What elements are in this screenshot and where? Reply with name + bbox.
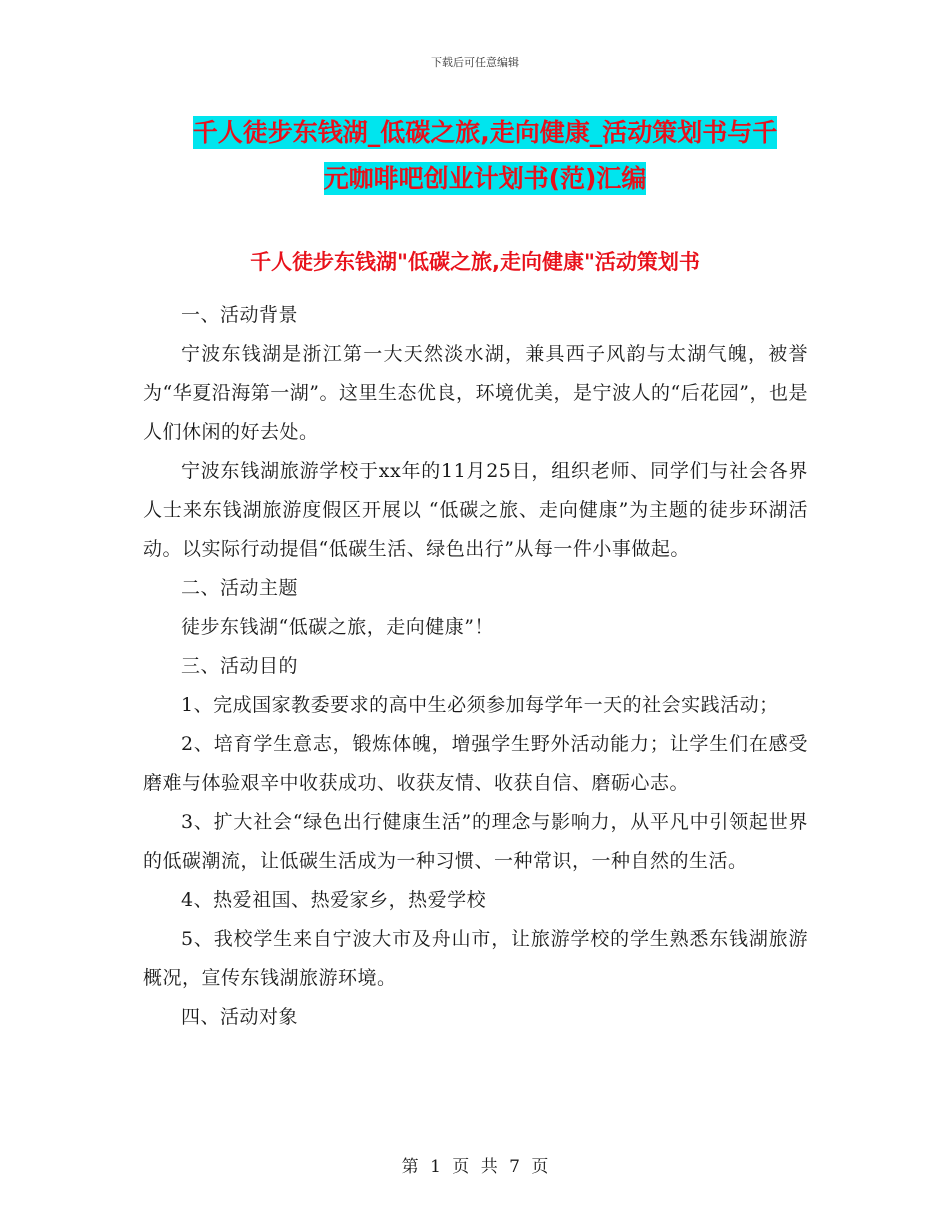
document-body (143, 296, 808, 1037)
page-number: 第 1 页 共 7 页 (401, 1157, 549, 1177)
list-item: 1、完成国家教委要求的高中生必须参加每学年一天的社会实践活动； (181, 694, 779, 716)
list-item: 4、热爱祖国、热爱家乡，热爱学校 (181, 889, 487, 911)
list-item: 2、培育学生意志，锻炼体魄，增强学生野外活动能力；让学生们在感受磨难与体验艰辛中收获成功、收获友情、收获自信、磨砺心志。 (143, 733, 808, 794)
heading-audience: 四、活动对象 (181, 1006, 299, 1028)
document-title-line-2: 元咖啡吧创业计划书(范)汇编 (323, 164, 647, 193)
document-title-line-1: 千人徒步东钱湖_低碳之旅,走向健康_活动策划书与千 (192, 118, 778, 147)
paragraph: 宁波东钱湖是浙江第一大天然淡水湖，兼具西子风韵与太湖气魄，被誉为“华夏沿海第一湖”。这里生态优良，环境优美，是宁波人的“后花园”，也是人们休闲的好去处。 (143, 343, 808, 443)
list-item: 5、我校学生来自宁波大市及舟山市，让旅游学校的学生熟悉东钱湖旅游概况，宣传东钱湖旅游环境。 (143, 928, 808, 989)
heading-purpose: 三、活动目的 (181, 655, 299, 677)
paragraph: 徒步东钱湖“低碳之旅，走向健康”！ (181, 616, 494, 638)
section-title: 千人徒步东钱湖"低碳之旅,走向健康"活动策划书 (250, 250, 700, 274)
heading-background: 一、活动背景 (181, 304, 299, 326)
document-title (140, 110, 830, 202)
heading-theme: 二、活动主题 (181, 577, 299, 599)
header-note: 下载后可任意编辑 (431, 56, 519, 69)
list-item: 3、扩大社会“绿色出行健康生活”的理念与影响力，从平凡中引领起世界的低碳潮流，让低碳生活成为一种习惯、一种常识，一种自然的生活。 (143, 811, 808, 872)
paragraph: 宁波东钱湖旅游学校于xx年的11月25日，组织老师、同学们与社会各界人士来东钱湖旅游度假区开展以 “低碳之旅、走向健康”为主题的徒步环湖活动。以实际行动提倡“低碳生活、绿色出行”从每一件小事做起。 (143, 460, 808, 560)
